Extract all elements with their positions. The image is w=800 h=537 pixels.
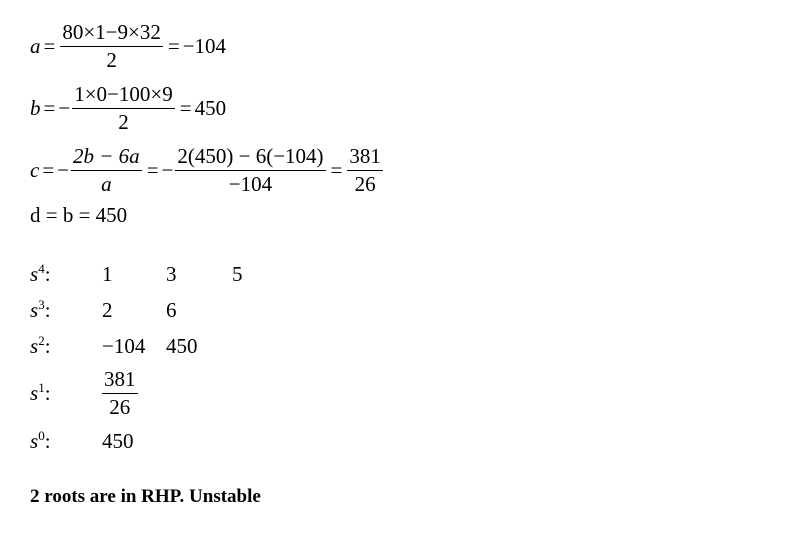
equals-sign: =: [179, 96, 192, 120]
fraction-c-numeric-numerator: 2(450) − 6(−104): [175, 144, 325, 171]
row-label-s: s: [30, 334, 39, 358]
row-label: [30, 298, 51, 323]
fraction-b: [72, 82, 175, 135]
fraction-c-numeric-denominator: −104: [228, 172, 273, 196]
row-label-colon: :: [44, 381, 51, 405]
equation-d-text: d = b = 450: [30, 203, 128, 227]
table-cell: 2: [102, 298, 113, 322]
fraction-s1-denominator: 26: [109, 395, 131, 419]
equals-sign: =: [43, 34, 56, 58]
var-a: a: [30, 34, 41, 58]
row-label-power: 4: [38, 261, 45, 276]
row-label: [30, 381, 51, 406]
equation-b: [30, 82, 226, 135]
table-cell: −104: [102, 334, 146, 358]
fraction-s1: [102, 367, 138, 420]
equation-c: [30, 144, 385, 197]
fraction-a-numerator: 80×1−9×32: [60, 20, 163, 47]
equals-sign: =: [42, 158, 55, 182]
minus-sign: −: [161, 158, 174, 182]
table-cell-fraction: [102, 367, 138, 420]
equals-sign: =: [330, 158, 343, 182]
fraction-c-symbolic-numerator: 2b − 6a: [71, 144, 142, 171]
table-cell: 1: [102, 262, 113, 286]
row-label: [30, 429, 51, 454]
fraction-a-denominator: 2: [106, 48, 117, 72]
row-label-power: 2: [38, 333, 45, 348]
row-label-power: 3: [38, 297, 45, 312]
fraction-c-symbolic: [71, 144, 142, 197]
result-b: 450: [194, 96, 227, 120]
fraction-a: [60, 20, 163, 73]
fraction-b-denominator: 2: [118, 110, 129, 134]
row-label-power: 1: [38, 380, 45, 395]
row-label-colon: :: [44, 298, 51, 322]
row-label-power: 0: [38, 428, 45, 443]
row-label-s: s: [30, 429, 39, 453]
minus-sign: −: [57, 158, 70, 182]
row-label-colon: :: [44, 262, 51, 286]
fraction-s1-numerator: 381: [102, 367, 138, 394]
table-cell: 6: [166, 298, 177, 322]
equation-a: [30, 20, 226, 73]
table-cell: 5: [232, 262, 243, 286]
var-b: b: [30, 96, 41, 120]
conclusion-text: 2 roots are in RHP. Unstable: [30, 486, 261, 507]
fraction-c-result: [347, 144, 383, 197]
fraction-c-result-numerator: 381: [347, 144, 383, 171]
fraction-c-result-denominator: 26: [354, 172, 376, 196]
row-label-s: s: [30, 381, 39, 405]
fraction-c-symbolic-denominator: a: [101, 172, 112, 196]
equals-sign: =: [167, 34, 180, 58]
equals-sign: =: [146, 158, 159, 182]
row-label: [30, 262, 51, 287]
fraction-c-numeric: [175, 144, 325, 197]
table-cell: 3: [166, 262, 177, 286]
table-cell: 450: [166, 334, 198, 358]
row-label-colon: :: [44, 429, 51, 453]
equation-d: [30, 203, 127, 228]
var-c: c: [30, 158, 40, 182]
minus-sign: −: [58, 96, 71, 120]
result-a: −104: [182, 34, 227, 58]
row-label-s: s: [30, 262, 39, 286]
row-label-s: s: [30, 298, 39, 322]
equals-sign: =: [43, 96, 56, 120]
row-label-colon: :: [44, 334, 51, 358]
table-cell: 450: [102, 429, 134, 453]
row-label: [30, 334, 51, 359]
fraction-b-numerator: 1×0−100×9: [72, 82, 175, 109]
